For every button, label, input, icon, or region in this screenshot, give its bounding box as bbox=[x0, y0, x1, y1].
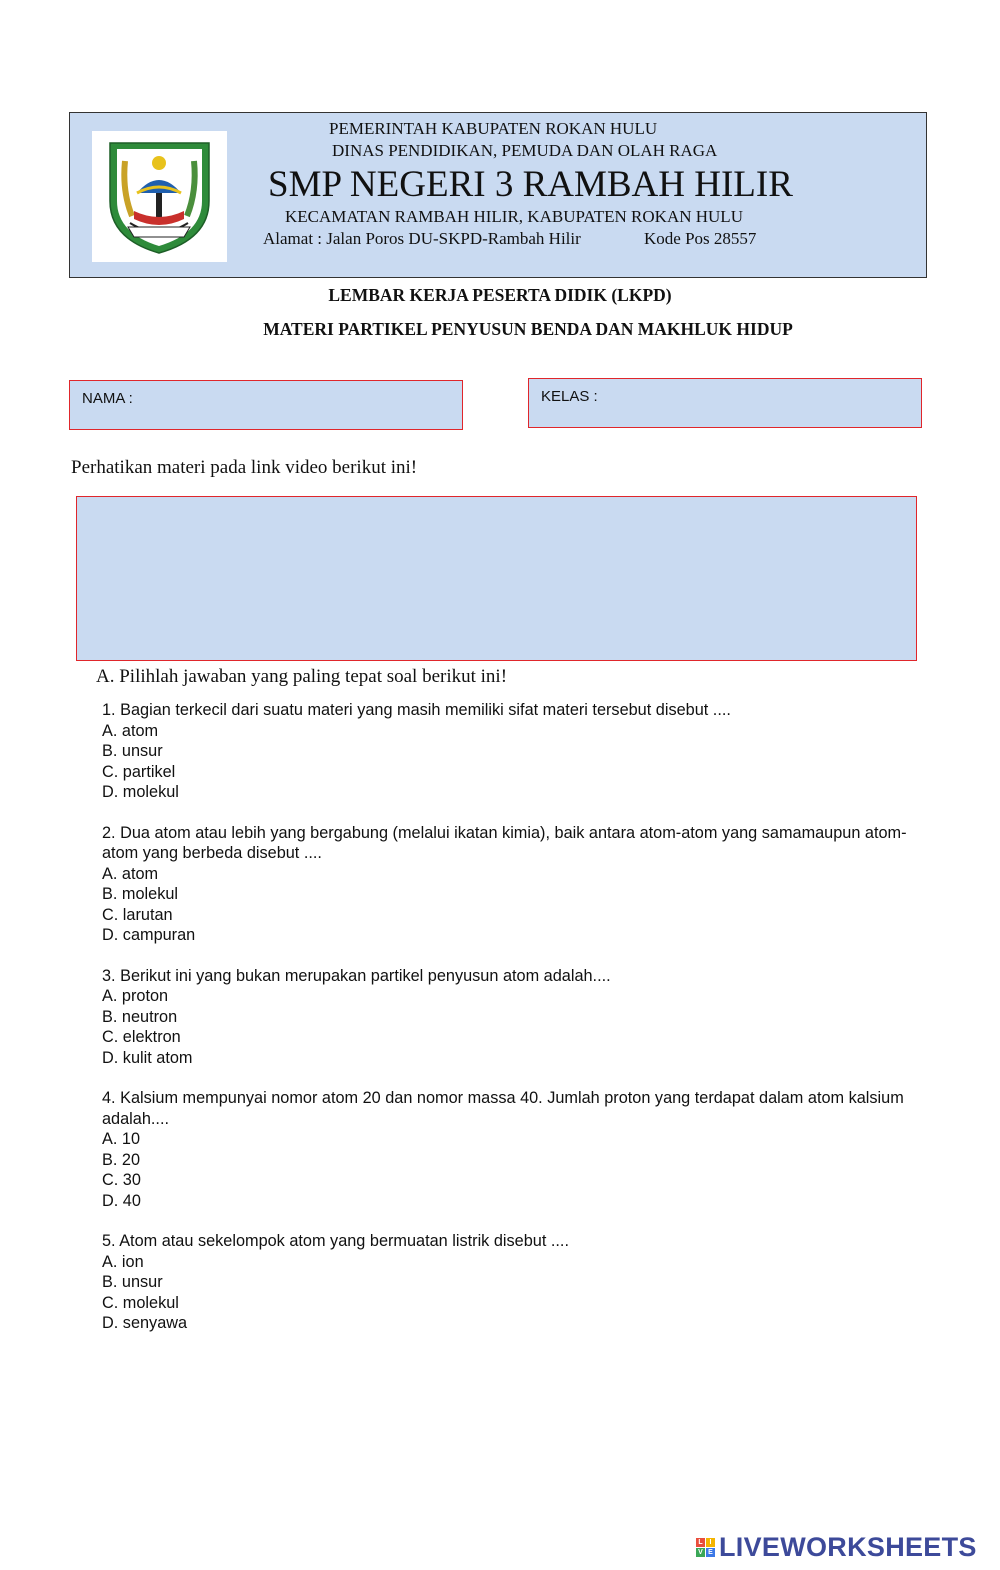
watermark-text: LIVEWORKSHEETS bbox=[719, 1531, 977, 1562]
logo-cell: I bbox=[706, 1538, 715, 1547]
question-text: 3. Berikut ini yang bukan merupakan partikel penyusun atom adalah.... bbox=[102, 966, 611, 985]
option-c[interactable]: C. elektron bbox=[102, 1028, 181, 1046]
question-list bbox=[102, 700, 932, 1354]
logo-cell: V bbox=[696, 1548, 705, 1557]
question-1 bbox=[102, 700, 932, 803]
question-4 bbox=[102, 1088, 932, 1211]
option-a[interactable]: A. 10 bbox=[102, 1130, 141, 1148]
option-d[interactable]: D. campuran bbox=[102, 926, 196, 944]
kelas-label: KELAS : bbox=[541, 388, 598, 405]
liveworksheets-watermark bbox=[696, 1533, 977, 1561]
video-embed-box[interactable] bbox=[76, 496, 917, 661]
question-5 bbox=[102, 1231, 932, 1334]
question-text: 5. Atom atau sekelompok atom yang bermuatan listrik disebut .... bbox=[102, 1232, 569, 1250]
address-line: Alamat : Jalan Poros DU-SKPD-Rambah Hilir bbox=[263, 229, 581, 248]
question-3 bbox=[102, 966, 932, 1069]
option-b[interactable]: B. neutron bbox=[102, 1007, 178, 1026]
kelas-field[interactable] bbox=[528, 378, 922, 428]
option-b[interactable]: B. molekul bbox=[102, 885, 179, 903]
postcode-line: Kode Pos 28557 bbox=[644, 229, 757, 248]
section-a-heading: A. Pilihlah jawaban yang paling tepat soal berikut ini! bbox=[96, 666, 508, 687]
logo-cell: E bbox=[706, 1548, 715, 1557]
question-2 bbox=[102, 823, 932, 946]
option-d[interactable]: D. senyawa bbox=[102, 1314, 188, 1332]
letterhead bbox=[69, 112, 927, 278]
option-c[interactable]: C. molekul bbox=[102, 1293, 179, 1312]
option-c[interactable]: C. partikel bbox=[102, 762, 176, 781]
option-a[interactable]: A. proton bbox=[102, 987, 169, 1005]
option-d[interactable]: D. molekul bbox=[102, 783, 179, 801]
worksheet-subtitle: MATERI PARTIKEL PENYUSUN BENDA DAN MAKHLUK HIDUP bbox=[263, 319, 793, 339]
option-b[interactable]: B. unsur bbox=[102, 1273, 163, 1291]
regency-emblem-icon bbox=[92, 131, 227, 262]
option-a[interactable]: A. atom bbox=[102, 864, 159, 883]
district-line: KECAMATAN RAMBAH HILIR, KABUPATEN ROKAN HULU bbox=[285, 207, 743, 226]
school-name: SMP NEGERI 3 RAMBAH HILIR bbox=[268, 164, 793, 205]
department-line: DINAS PENDIDIKAN, PEMUDA DAN OLAH RAGA bbox=[332, 141, 718, 160]
question-text: 1. Bagian terkecil dari suatu materi yang masih memiliki sifat materi tersebut disebut .... bbox=[102, 701, 731, 719]
government-line: PEMERINTAH KABUPATEN ROKAN HULU bbox=[329, 119, 658, 138]
liveworksheets-logo-icon bbox=[696, 1538, 715, 1557]
option-a[interactable]: A. atom bbox=[102, 721, 159, 740]
school-logo bbox=[92, 131, 227, 262]
video-instruction: Perhatikan materi pada link video berikut ini! bbox=[71, 457, 418, 478]
option-b[interactable]: B. unsur bbox=[102, 742, 163, 760]
question-text: 4. Kalsium mempunyai nomor atom 20 dan nomor massa 40. Jumlah proton yang terdapat dalam atom kalsium adalah.... bbox=[102, 1089, 904, 1128]
nama-label: NAMA : bbox=[82, 390, 133, 407]
option-a[interactable]: A. ion bbox=[102, 1252, 144, 1271]
worksheet-title: LEMBAR KERJA PESERTA DIDIK (LKPD) bbox=[328, 285, 672, 305]
option-d[interactable]: D. 40 bbox=[102, 1191, 141, 1210]
logo-cell: L bbox=[696, 1538, 705, 1547]
nama-field[interactable] bbox=[69, 380, 463, 430]
option-d[interactable]: D. kulit atom bbox=[102, 1048, 193, 1067]
option-c[interactable]: C. 30 bbox=[102, 1171, 141, 1189]
question-text: 2. Dua atom atau lebih yang bergabung (melalui ikatan kimia), baik antara atom-atom yang samamaupun atom-atom yang berbeda disebut .... bbox=[102, 823, 907, 862]
option-b[interactable]: B. 20 bbox=[102, 1150, 141, 1169]
option-c[interactable]: C. larutan bbox=[102, 905, 173, 924]
